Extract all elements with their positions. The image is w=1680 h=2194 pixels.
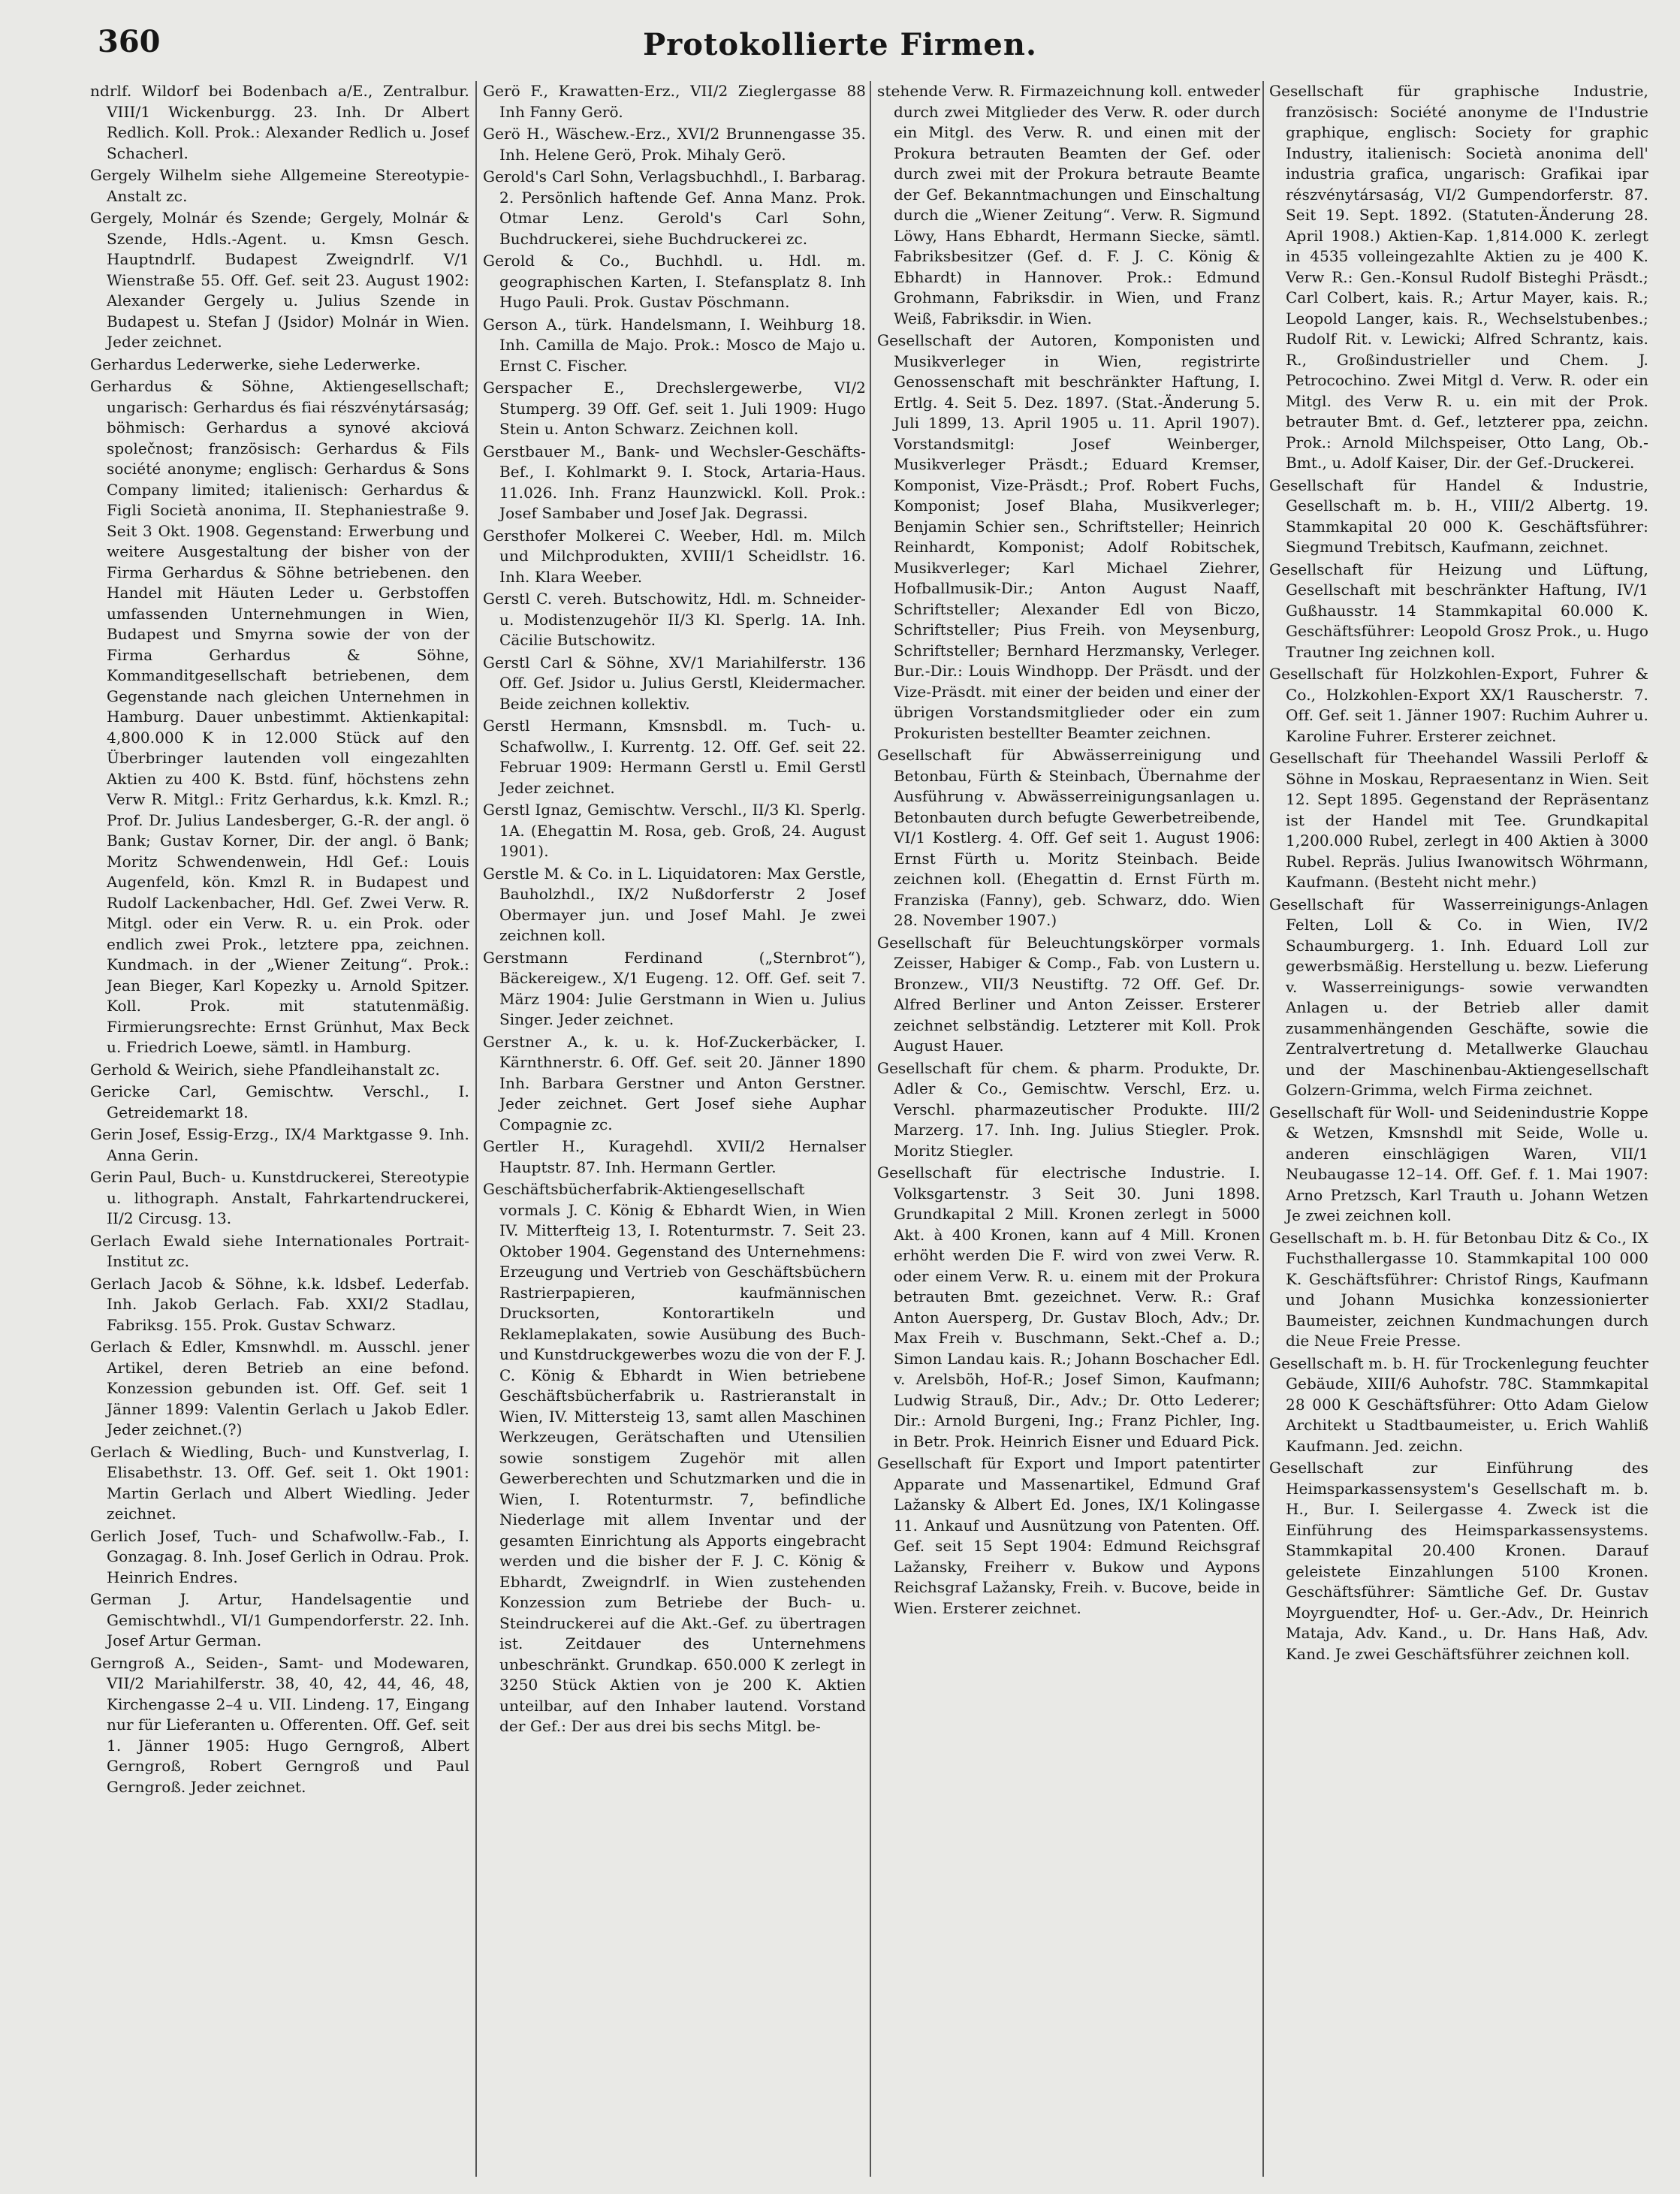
- directory-entry: Gerlach & Wiedling, Buch- und Kunstverlag, I. Elisabethstr. 13. Off. Gef. seit 1. Okt 1901: Martin Gerlach und Albert Wiedling. Jeder zeichnet.: [90, 1442, 469, 1523]
- directory-entry: Gerhardus & Söhne, Aktiengesellschaft; ungarisch: Gerhardus és fiai részvénytársaság; böhmisch: Gerhardus a synové akciová společnost; französisch: Gerhardus & Fils société anonyme; englisch: Gerhardus & Sons Company limited; italienisch: Gerhardus & Figli Società anonima, II. Stephaniestraße 9. Seit 3 Okt. 1908. Gegenstand: Erwerbung und weitere Ausgestaltung der bisher von der Firma Gerhardus & Söhne betriebenen. den Handel mit Häuten Leder u. Gerbstoffen umfassenden Unternehmungen in Wien, Budapest und Smyrna sowie der von der Firma Gerhardus & Söhne, Kommanditgesellschaft betriebenen, dem Gegenstande nach gleichen Unternehmen in Hamburg. Dauer unbestimmt. Aktienkapital: 4,800.000 K in 12.000 Stück auf den Überbringer lautenden voll eingezahlten Aktien zu 400 K. Bstd. fünf, höchstens zehn Verw R. Mitgl.: Fritz Gerhardus, k.k. Kmzl. R.; Prof. Dr. Julius Landesberger, G.-R. der angl. ö Bank; Gustav Korner, Dir. der angl. ö Bank; Moritz Schwendenwein, Hdl Gef.: Louis Augenfeld, kön. Kmzl R. in Budapest und Rudolf Lackenbacher, Hdl. Gef. Zwei Verw. R. Mitgl. oder ein Verw. R. u. ein Prok. oder endlich zwei Prok., letztere ppa, zeichnen. Kundmach. in der „Wiener Zeitung“. Prok.: Jean Bieger, Karl Kopezky u. Arnold Spitzer. Koll. Prok. mit statutenmäßig. Firmierungsrechte: Ernst Grünhut, Max Beck u. Friedrich Loewe, sämtl. in Hamburg.: [90, 377, 469, 1056]
- directory-entry: Gesellschaft m. b. H. für Trockenlegung feuchter Gebäude, XIII/6 Auhofstr. 78C. Stammkapital 28 000 K Geschäftsführer: Otto Adam Gielow Architekt u Stadtbaumeister, u. Erich Wahliß Kaufmann. Jed. zeichn.: [1269, 1354, 1648, 1455]
- directory-entry: Gerstbauer M., Bank- und Wechsler-Geschäfts-Bef., I. Kohlmarkt 9. I. Stock, Artaria-Haus. 11.026. Inh. Franz Haunzwickl. Koll. Prok.: Josef Sambaber und Josef Jak. Degrassi.: [483, 442, 866, 522]
- directory-entry: Gerö F., Krawatten-Erz., VII/2 Zieglergasse 88 Inh Fanny Gerö.: [483, 82, 866, 121]
- running-title: Protokollierte Firmen.: [643, 27, 1037, 62]
- column-1: [90, 81, 469, 2177]
- directory-entry: Gerö H., Wäschew.-Erz., XVI/2 Brunnengasse 35. Inh. Helene Gerö, Prok. Mihaly Gerö.: [483, 125, 866, 164]
- column-4: [1269, 81, 1648, 2177]
- directory-entry: Gesellschaft für graphische Industrie, französisch: Société anonyme de l'Industrie graphique, englisch: Society for graphic Industry, italienisch: Società anonima dell' industria grafica, ungarisch: Grafikai ipar részvénytársaság, VI/2 Gumpendorferstr. 87. Seit 19. Sept. 1892. (Statuten-Änderung 28. April 1908.) Aktien-Kap. 1,814.000 K. zerlegt in 4535 volleingezahlte Aktien zu je 400 K. Verw R.: Gen.-Konsul Rudolf Bisteghi Präsdt.; Carl Colbert, kais. R.; Artur Mayer, kais. R.; Leopold Langer, kais. R., Wechselstubenbes.; Rudolf Rit. v. Lewicki; Alfred Schrantz, kais. R., Großindustrieller und Chem. J. Petrocochino. Zwei Mitgl d. Verw. R. oder ein Mitgl. des Verw R. u. ein mit der Prok. betrauter Bmt. d. Gef., letzterer ppa, zeichn. Prok.: Arnold Milchspeiser, Otto Lang, Ob.-Bmt., u. Adolf Kaiser, Dir. der Gef.-Druckerei.: [1269, 82, 1648, 472]
- column-divider: [1262, 81, 1264, 2177]
- directory-entry: German J. Artur, Handelsagentie und Gemischtwhdl., VI/1 Gumpendorferstr. 22. Inh. Josef Artur German.: [90, 1590, 469, 1649]
- directory-entry: Gesellschaft zur Einführung des Heimsparkassensystem's Gesellschaft m. b. H., Bur. I. Seilergasse 4. Zweck ist die Einführung des Heimsparkassensystems. Stammkapital 20.400 Kronen. Darauf geleistete Einzahlungen 5100 Kronen. Geschäftsführer: Sämtliche Gef. Dr. Gustav Moyrguendter, Hof- u. Ger.-Adv., Dr. Heinrich Mataja, Adv. Kand., u. Dr. Hans Haß, Adv. Kand. Je zwei Geschäftsführer zeichnen koll.: [1269, 1459, 1648, 1663]
- column-divider: [475, 81, 477, 2177]
- directory-entry: Gerlach Ewald siehe Internationales Portrait-Institut zc.: [90, 1231, 469, 1270]
- directory-entry: Gerin Josef, Essig-Erzg., IX/4 Marktgasse 9. Inh. Anna Gerin.: [90, 1125, 469, 1164]
- directory-entry: Gerlach Jacob & Söhne, k.k. ldsbef. Lederfab. Inh. Jakob Gerlach. Fab. XXI/2 Stadlau, Fabriksg. 155. Prok. Gustav Schwarz.: [90, 1274, 469, 1334]
- directory-entry: Gergely Wilhelm siehe Allgemeine Stereotypie-Anstalt zc.: [90, 166, 469, 205]
- directory-entry: Gerhold & Weirich, siehe Pfandleihanstalt zc.: [90, 1060, 440, 1079]
- directory-entry: Gerstl Hermann, Kmsnsbdl. m. Tuch- u. Schafwollw., I. Kurrentg. 12. Off. Gef. seit 22. Februar 1909: Hermann Gerstl u. Emil Gerstl Jeder zeichnet.: [483, 717, 866, 797]
- directory-entry: Gerlach & Edler, Kmsnwhdl. m. Ausschl. jener Artikel, deren Betrieb an eine befond. Konzession gebunden ist. Off. Gef. seit 1 Jänner 1899: Valentin Gerlach u Jakob Edler. Jeder zeichnet.(?): [90, 1338, 469, 1438]
- directory-entry: Gesellschaft für Heizung und Lüftung, Gesellschaft mit beschränkter Haftung, IV/1 Gußhausstr. 14 Stammkapital 60.000 K. Geschäftsführer: Leopold Grosz Prok., u. Hugo Trautner Ing zeichnen koll.: [1269, 560, 1648, 661]
- directory-entry: Gesellschaft für Holzkohlen-Export, Fuhrer & Co., Holzkohlen-Export XX/1 Rauscherstr. 7. Off. Gef. seit 1. Jänner 1907: Ruchim Auhrer u. Karoline Fuhrer. Ersterer zeichnet.: [1269, 665, 1648, 745]
- directory-entry: Gesellschaft für Woll- und Seidenindustrie Koppe & Wetzen, Kmsnshdl mit Seide, Wolle u. anderen einschlägigen Waren, VII/1 Neubaugasse 12–14. Off. Gef. f. 1. Mai 1907: Arno Pretzsch, Karl Trauth u. Johann Wetzen Je zwei zeichnen koll.: [1269, 1103, 1648, 1224]
- directory-entry: Gesellschaft für Beleuchtungskörper vormals Zeisser, Habiger & Comp., Fab. von Lustern u. Bronzew., VII/3 Neustiftg. 72 Off. Gef. Dr. Alfred Berliner und Anton Zeisser. Ersterer zeichnet selbständig. Letzterer mit Koll. Prok August Hauer.: [877, 933, 1260, 1055]
- directory-entry: Gersthofer Molkerei C. Weeber, Hdl. m. Milch und Milchprodukten, XVIII/1 Scheidlstr. 16. Inh. Klara Weeber.: [483, 526, 866, 586]
- column-2: [483, 81, 866, 2177]
- directory-entry: Gesellschaft für Theehandel Wassili Perloff & Söhne in Moskau, Repraesentanz in Wien. Seit 12. Sept 1895. Gegenstand der Repräsentanz ist der Handel mit Tee. Grundkapital 1,200.000 Rubel, zerlegt in 400 Aktien à 3000 Rubel. Repräs. Julius Iwanowitsch Wöhrmann, Kaufmann. (Besteht nicht mehr.): [1269, 749, 1648, 891]
- directory-entry: Gerold's Carl Sohn, Verlagsbuchhdl., I. Barbarag. 2. Persönlich haftende Gef. Anna Manz. Prok. Otmar Lenz. Gerold's Carl Sohn, Buchdruckerei, siehe Buchdruckerei zc.: [483, 167, 866, 248]
- directory-entry: Gergely, Molnár és Szende; Gergely, Molnár & Szende, Hdls.-Agent. u. Kmsn Gesch. Hauptndrlf. Budapest Zweigndrlf. V/1 Wienstraße 55. Off. Gef. seit 23. August 1902: Alexander Gergely u. Julius Szende in Budapest u. Stefan J (Jsidor) Molnár in Wien. Jeder zeichnet.: [90, 209, 469, 351]
- directory-entry: Gesellschaft für electrische Industrie. I. Volksgartenstr. 3 Seit 30. Juni 1898. Grundkapital 2 Mill. Kronen zerlegt in 5000 Akt. à 400 Kronen, kann auf 4 Mill. Kronen erhöht werden Die F. wird von zwei Verw. R. oder einem Verw. R. u. einem mit der Prokura betrauten Bmt. gezeichnet. Verw. R.: Graf Anton Auersperg, Dr. Gustav Bloch, Adv.; Dr. Max Freih v. Buschmann, Sekt.-Chef a. D.; Simon Landau kais. R.; Johann Boschacher Edl. v. Arelsböh, Hof-R.; Josef Simon, Kaufmann; Ludwig Strauß, Dir., Adv.; Dr. Otto Lederer; Dir.: Arnold Burgeni, Ing.; Franz Pichler, Ing. in Betr. Prok. Heinrich Eisner und Eduard Pick.: [877, 1163, 1260, 1450]
- directory-entry: Gesellschaft für Abwässerreinigung und Betonbau, Fürth & Steinbach, Übernahme der Ausführung v. Abwässerreinigungsanlagen u. Betonbauten durch befugte Gewerbetreibende, VI/1 Kostlerg. 4. Off. Gef seit 1. August 1906: Ernst Fürth u. Moritz Steinbach. Beide zeichnen koll. (Ehegattin d. Ernst Fürth m. Franziska (Fanny), geb. Schwarz, ddo. Wien 28. November 1907.): [877, 746, 1260, 929]
- directory-entry: Gesellschaft für Export und Import patentirter Apparate und Massenartikel, Edmund Graf Lažansky & Albert Ed. Jones, IX/1 Kolingasse 11. Ankauf und Ausnützung von Patenten. Off. Gef. seit 15 Sept 1904: Edmund Reichsgraf Lažansky, Freiherr v. Bukow und Aypons Reichsgraf Lažansky, Freih. v. Bucove, beide in Wien. Ersterer zeichnet.: [877, 1454, 1260, 1617]
- directory-entry: Gerlich Josef, Tuch- und Schafwollw.-Fab., I. Gonzagag. 8. Inh. Josef Gerlich in Odrau. Prok. Heinrich Endres.: [90, 1526, 469, 1586]
- directory-entry: Gerstner A., k. u. k. Hof-Zuckerbäcker, I. Kärnthnerstr. 6. Off. Gef. seit 20. Jänner 1890 Inh. Barbara Gerstner und Anton Gerstner. Jeder zeichnet. Gert Josef siehe Auphar Compagnie zc.: [483, 1032, 866, 1133]
- directory-entry: Gerold & Co., Buchhdl. u. Hdl. m. geographischen Karten, I. Stefansplatz 8. Inh Hugo Pauli. Prok. Gustav Pöschmann.: [483, 252, 866, 311]
- directory-entry: Gerstl Carl & Söhne, XV/1 Mariahilferstr. 136 Off. Gef. Jsidor u. Julius Gerstl, Kleidermacher. Beide zeichnen kollektiv.: [483, 653, 866, 713]
- directory-entry: Gesellschaft m. b. H. für Betonbau Ditz & Co., IX Fuchsthallergasse 10. Stammkapital 100 000 K. Geschäftsführer: Christof Rings, Kaufmann und Johann Musichka konzessionierter Baumeister, zeichnen Kundmachungen durch die Neue Freie Presse.: [1269, 1228, 1648, 1350]
- directory-entry: Gericke Carl, Gemischtw. Verschl., I. Getreidemarkt 18.: [90, 1082, 469, 1121]
- directory-entry: Gesellschaft für Wasserreinigungs-Anlagen Felten, Loll & Co. in Wien, IV/2 Schaumburgerg. 1. Inh. Eduard Loll zur gewerbsmäßig. Herstellung u. bezw. Lieferung v. Wasserreinigungs- sowie verwandten Anlagen u. der Betrieb aller damit zusammenhängenden Geschäfte, sowie die Zentralvertretung d. Metallwerke Glauchau und der Maschinenbau-Aktiengesellschaft Golzern-Grimma, welch Firma zeichnet.: [1269, 895, 1648, 1099]
- directory-entry: Gesellschaft für chem. & pharm. Produkte, Dr. Adler & Co., Gemischtw. Verschl, Erz. u. Verschl. pharmazeutischer Produkte. III/2 Marzerg. 17. Inh. Ing. Julius Stiegler. Prok. Moritz Stiegler.: [877, 1058, 1260, 1160]
- directory-entry: Gerspacher E., Drechslergewerbe, VI/2 Stumperg. 39 Off. Gef. seit 1. Juli 1909: Hugo Stein u. Anton Schwarz. Zeichnen koll.: [483, 379, 866, 438]
- directory-entry: ndrlf. Wildorf bei Bodenbach a/E., Zentralbur. VIII/1 Wickenburgg. 23. Inh. Dr Albert Redlich. Koll. Prok.: Alexander Redlich u. Josef Schacherl.: [90, 82, 469, 162]
- directory-entry: stehende Verw. R. Firmazeichnung koll. entweder durch zwei Mitglieder des Verw. R. oder durch ein Mitgl. des Verw. R. und einen mit der Prokura betrauten Beamten der Gef. oder durch zwei mit der Prokura betraute Beamte der Gef. Bekanntmachungen und Einschaltung durch die „Wiener Zeitung“. Verw. R. Sigmund Löwy, Hans Ebhardt, Hermann Siecke, sämtl. Fabriksbesitzer (Gef. d. F. J. C. König & Ebhardt) in Hannover. Prok.: Edmund Grohmann, Fabriksdir. in Wien, und Franz Weiß, Fabriksdir. in Wien.: [877, 82, 1260, 327]
- directory-entry: Gerstl C. vereh. Butschowitz, Hdl. m. Schneider- u. Modistenzugehör II/3 Kl. Sperlg. 1A. Inh. Cäcilie Butschowitz.: [483, 590, 866, 649]
- directory-entry: Geschäftsbücherfabrik-Aktiengesellschaft vormals J. C. König & Ebhardt Wien, in Wien IV. Mitterfteig 13, I. Rotenturmstr. 7. Seit 23. Oktober 1904. Gegenstand des Unternehmens: Erzeugung und Vertrieb von Geschäftsbüchern Rastrierpapieren, kaufmännischen Drucksorten, Kontorartikeln und Reklameplakaten, sowie Ausübung des Buch- und Kunstdruckgewerbes wozu die von der F. J. C. König & Ebhardt in Wien betriebene Geschäftsbücherfabrik u. Rastrieranstalt in Wien, IV. Mittersteig 13, samt allen Maschinen Werkzeugen, Gerätschaften und Utensilien sowie sonstigem Zugehör mit allen Gewerberechten und Schutzmarken und die in Wien, I. Rotenturmstr. 7, befindliche Niederlage mit allem Inventar und der gesamten Einrichtung als Apports eingebracht werden und die bisher der F. J. C. König & Ebhardt, Zweigndrlf. in Wien zustehenden Konzession zum Betriebe der Buch- u. Steindruckerei auf die Akt.-Gef. zu übertragen ist. Zeitdauer des Unternehmens unbeschränkt. Grundkap. 650.000 K zerlegt in 3250 Stück Aktien von je 200 K. Aktien unteilbar, auf den Inhaber lautend. Vorstand der Gef.: Der aus drei bis sechs Mitgl. be-: [483, 1180, 866, 1735]
- page-header: [0, 21, 1680, 74]
- column-3: [877, 81, 1260, 2177]
- directory-entry: Gerson A., türk. Handelsmann, I. Weihburg 18. Inh. Camilla de Majo. Prok.: Mosco de Majo u. Ernst C. Fischer.: [483, 315, 866, 375]
- directory-entry: Gerhardus Lederwerke, siehe Lederwerke.: [90, 355, 421, 373]
- directory-entry: Gerin Paul, Buch- u. Kunstdruckerei, Stereotypie u. lithograph. Anstalt, Fahrkartendruckerei, II/2 Circusg. 13.: [90, 1168, 469, 1227]
- column-divider: [870, 81, 871, 2177]
- directory-entry: Gerstle M. & Co. in L. Liquidatoren: Max Gerstle, Bauholzhdl., IX/2 Nußdorferstr 2 Josef Obermayer jun. und Josef Mahl. Je zwei zeichnen koll.: [483, 864, 866, 944]
- directory-entry: Gesellschaft für Handel & Industrie, Gesellschaft m. b. H., VIII/2 Albertg. 19. Stammkapital 20 000 K. Geschäftsführer: Siegmund Trebitsch, Kaufmann, zeichnet.: [1269, 475, 1648, 556]
- page-number: 360: [98, 24, 161, 59]
- directory-entry: Gesellschaft der Autoren, Komponisten und Musikverleger in Wien, registrirte Genossenschaft mit beschränkter Haftung, I. Ertlg. 4. Seit 5. Dez. 1897. (Stat.-Änderung 5. Juli 1899, 13. April 1905 u. 11. April 1907). Vorstandsmitgl: Josef Weinberger, Musikverleger Präsdt.; Eduard Kremser, Komponist, Vize-Präsdt.; Prof. Robert Fuchs, Komponist; Josef Blaha, Musikverleger; Benjamin Schier sen., Schriftsteller; Heinrich Reinhardt, Komponist; Adolf Robitschek, Musikverleger; Karl Michael Ziehrer, Hofballmusik-Dir.; Anton August Naaff, Schriftsteller; Alexander Edl von Biczo, Schriftsteller; Pius Freih. von Meysenburg, Schriftsteller; Bernhard Herzmansky, Verleger. Bur.-Dir.: Louis Windhopp. Der Präsdt. und der Vize-Präsdt. mit einer der beiden und einer der übrigen Vorstandsmitglieder oder ein zum Prokuristen bestellter Beamter zeichnen.: [877, 331, 1260, 742]
- directory-entry: Gerstl Ignaz, Gemischtw. Verschl., II/3 Kl. Sperlg. 1A. (Ehegattin M. Rosa, geb. Groß, 24. August 1901).: [483, 801, 866, 860]
- directory-entry: Gerngroß A., Seiden-, Samt- und Modewaren, VII/2 Mariahilferstr. 38, 40, 42, 44, 46, 48, Kirchengasse 2–4 u. VII. Lindeng. 17, Eingang nur für Lieferanten u. Offerenten. Off. Gef. seit 1. Jänner 1905: Hugo Gerngroß, Albert Gerngroß, Robert Gerngroß und Paul Gerngroß. Jeder zeichnet.: [90, 1653, 469, 1796]
- directory-entry: Gerstmann Ferdinand („Sternbrot“), Bäckereigew., X/1 Eugeng. 12. Off. Gef. seit 7. März 1904: Julie Gerstmann in Wien u. Julius Singer. Jeder zeichnet.: [483, 948, 866, 1028]
- directory-entry: Gertler H., Kuragehdl. XVII/2 Hernalser Hauptstr. 87. Inh. Hermann Gertler.: [483, 1137, 866, 1176]
